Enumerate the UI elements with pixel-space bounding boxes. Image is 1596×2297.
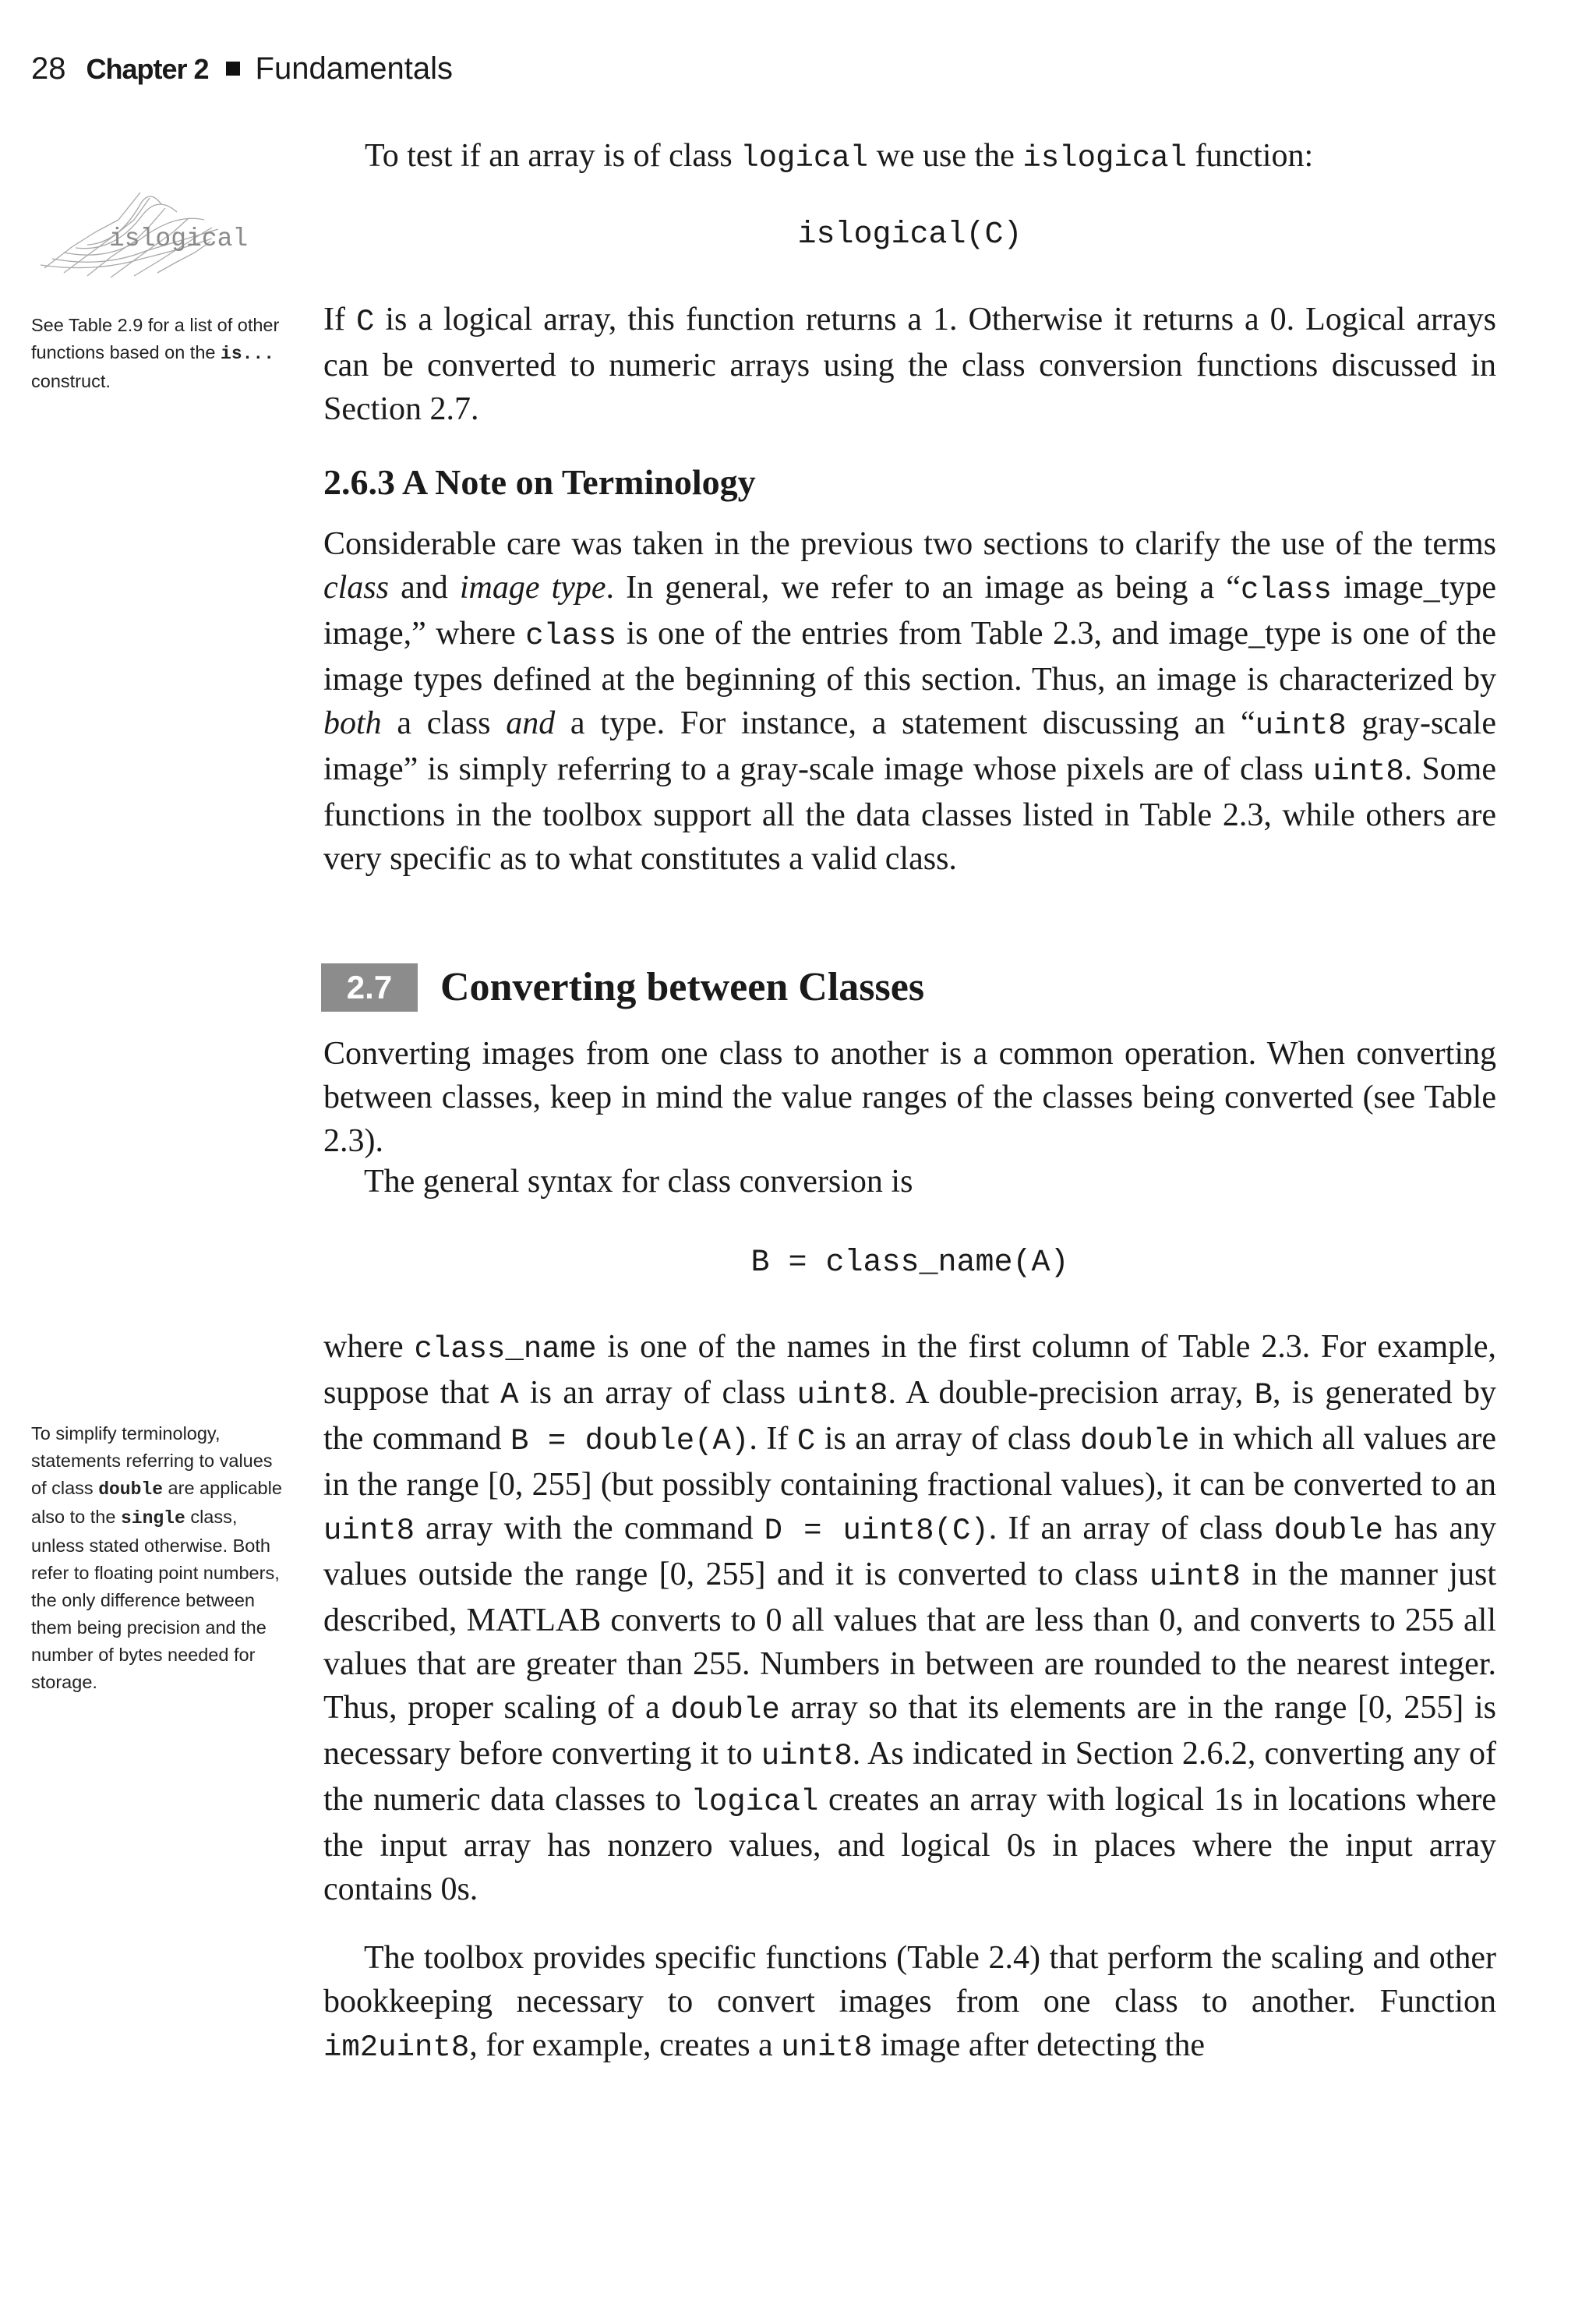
code-islogical: islogical(C) bbox=[797, 217, 1022, 253]
margin-note-terminology: To simplify terminology, statements referring to values of class double are applicable also to the single class, unless stated otherwise. Both refer to floating point numbers, the only difference between them being precision and the number of bytes needed for storage. bbox=[31, 1423, 282, 1692]
page-number: 28 bbox=[31, 51, 66, 86]
code-class-conversion: B = class_name(A) bbox=[750, 1246, 1069, 1281]
terminology-paragraph: Considerable care was taken in the previous two sections to clarify the use of the terms class and image type. In general, we refer to an image as being a “class image_type image,” where class is one of the entries from Table 2.3, and image_type is one of the image types defined at the beginning of this section. Thus, an image is characterized by both a class and a type. For instance, a statement discussing an “uint8 gray-scale image” is simply referring to a gray-scale image whose pixels are of class uint8. Some functions in the toolbox support all the data classes listed in Table 2.3, while others are very specific as to what constitutes a valid class. bbox=[323, 526, 1496, 877]
subsection-heading: 2.6.3 A Note on Terminology bbox=[323, 462, 756, 502]
chapter-label: Chapter 2 bbox=[86, 53, 209, 85]
logical-paragraph: If C is a logical array, this function returns a 1. Otherwise it returns a 0. Logical arrays can be converted to numeric arrays using the class conversion functions discussed in Section 2.7. bbox=[323, 302, 1496, 427]
syntax-paragraph: The general syntax for class conversion is bbox=[364, 1164, 913, 1200]
section-title: Converting between Classes bbox=[440, 965, 925, 1009]
header-square-icon bbox=[226, 62, 240, 76]
section-number-badge: 2.7 bbox=[321, 963, 418, 1012]
margin-note-table-2-9: See Table 2.9 for a list of other functions based on the is... construct. bbox=[31, 315, 280, 391]
running-header bbox=[31, 51, 453, 87]
islogical-surface-icon bbox=[17, 181, 267, 298]
where-paragraph: where class_name is one of the names in the first column of Table 2.3. For example, suppose that A is an array of class uint8. A double-precision array, B, is generated by the command B = double(A). If C is an array of class double in which all values are in the range [0, 255] (but possibly containing fractional values), it can be converted to an uint8 array with the command D = uint8(C). If an array of class double has any values outside the range [0, 255] and it is converted to class uint8 in the manner just described, MATLAB converts to 0 all values that are less than 0, and converts to 255 all values that are greater than 255. Numbers in between are rounded to the nearest integer. Thus, proper scaling of a double array so that its elements are in the range [0, 255] is necessary before converting it to uint8. As indicated in Section 2.6.2, converting any of the numeric data classes to logical creates an array with logical 1s in locations where the input array has nonzero values, and logical 0s in places where the input array contains 0s. bbox=[323, 1329, 1496, 1907]
converting-paragraph: Converting images from one class to another is a common operation. When converting between classes, keep in mind the value ranges of the classes being converted (see Table 2.3). bbox=[323, 1036, 1496, 1159]
intro-paragraph: To test if an array is of class logical we use the islogical function: bbox=[365, 138, 1314, 175]
icon-label: islogical bbox=[109, 224, 249, 253]
toolbox-paragraph: The toolbox provides specific functions (Table 2.4) that perform the scaling and other bookkeeping necessary to convert images from one class to another. Function im2uint8, for example, creates a unit8 image after detecting the bbox=[323, 1940, 1496, 2065]
header-title: Fundamentals bbox=[255, 51, 454, 86]
